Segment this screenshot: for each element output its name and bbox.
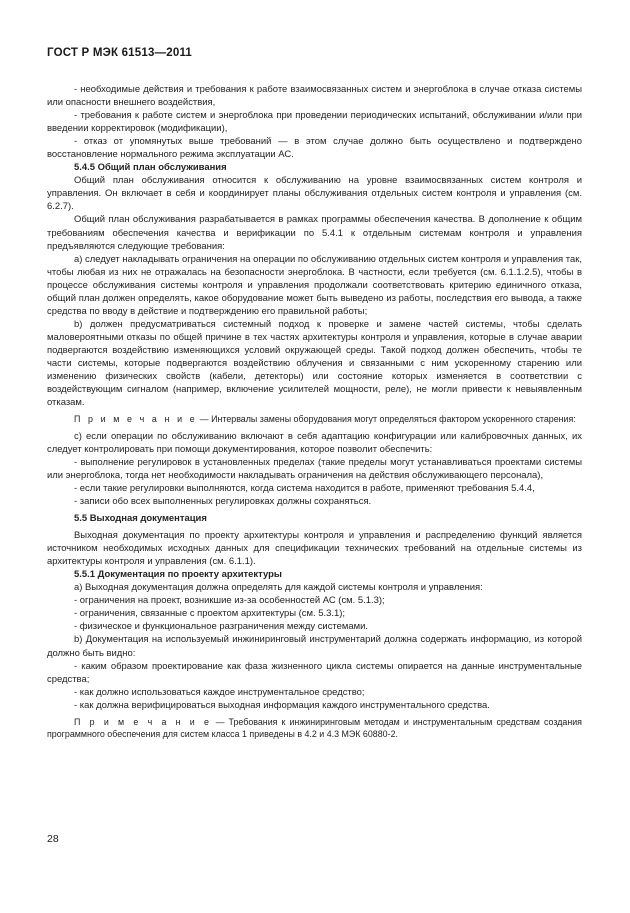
list-item: - как должна верифицироваться выходная информация каждого инструментального средства. <box>74 699 490 711</box>
page-header-title: ГОСТ Р МЭК 61513—2011 <box>47 47 193 59</box>
section-heading-5-4-5: 5.4.5 Общий план обслуживания <box>74 162 227 174</box>
note-label: П р и м е ч а н и е <box>74 716 212 727</box>
list-item-a: a) следует накладывать ограничения на операции по обслуживанию отдельных систем контроля и управления так, чтобы любая из них не отражалась на безопасности энергоблока. В частности, если требуется (см. 6.1.1.2.5), чтобы в процессе обслуживания системы контроля и управления продолжали соответствовать критерию единичного отказа, общий план должен определять, какое оборудование может быть выведено из работы, последствия его вывода, а также средства по вводу в действие и подтверждению его правильной работы; <box>47 253 582 317</box>
list-item: - записи обо всех выполненных регулировках должны сохраняться. <box>74 496 372 507</box>
note-text: — Интервалы замены оборудования могут определяться фактором ускоренного старения: <box>197 414 576 425</box>
paragraph: Общий план обслуживания относится к обслуживанию на уровне взаимосвязанных систем контроля и управления. Он включает в себя и координирует планы обслуживания отдельных систем контроля и управления (см. 6.2.7). <box>47 175 582 213</box>
note-text: — Требования к инжиниринговым методам и инструментальным средствам создания программного обеспечения для систем класса 1 приведены в 4.2 и 4.3 МЭК 60880-2. <box>47 716 582 740</box>
paragraph: Выходная документация по проекту архитектуры контроля и управления и распределению функций является источником необходимых исходных данных для спецификации технических требований на отдельные системы из архитектуры контроля и управления (см. 6.1.1). <box>47 530 582 568</box>
list-item-c: c) если операции по обслуживанию включают в себя адаптацию конфигурации или калибровочных данных, их следует контролировать при помощи документирования, которое позволит обеспечить: <box>47 430 582 455</box>
list-item: - выполнение регулировок в установленных пределах (такие пределы могут устанавливаться проектами системы или энергоблока, тогда нет необходимости накладывать ограничения на действия обслуживающего персонала), <box>47 456 582 481</box>
list-item-b: b) Документация на используемый инжиниринговый инструментарий должна содержать информацию, из которой должно быть видно: <box>47 634 582 659</box>
list-item: - ограничения на проект, возникшие из-за особенностей АС (см. 5.1.3); <box>74 595 385 607</box>
page-number: 28 <box>47 833 59 845</box>
list-item: - если такие регулировки выполняются, когда система находится в работе, применяют требования 5.4.4, <box>74 482 535 494</box>
list-item: - физическое и функциональное разграничения между системами. <box>74 621 368 633</box>
section-heading-5-5: 5.5 Выходная документация <box>74 513 207 525</box>
list-item: - требования к работе систем и энергоблока при проведении периодических испытаний, обслуживании и/или при введении корректировок (модификации), <box>47 110 582 135</box>
note <box>47 413 582 426</box>
list-item: - отказ от упомянутых выше требований — в этом случае должно быть осуществлено и подтверждено восстановление нормального режима эксплуатации АС. <box>47 136 582 161</box>
list-item-a: a) Выходная документация должна определять для каждой системы контроля и управления: <box>74 582 483 594</box>
list-item-b: b) должен предусматриваться системный подход к проверке и замене частей системы, чтобы сделать маловероятными отказы по общей причине в тех частях архитектуры контроля и управления, которые в случае аварии подвергаются воздействию изменяющихся условий окружающей среды. Такой подход должен обеспечить, чтобы те части системы, которые подвергаются воздействию облучения и связанными с ним ускоренному старению или изменению физических свойств (кабели, детекторы) или состояние которых изменяется в соответствии с воздействующим сигналом (например, включение усилителей мощности, реле), не могли привести к невыявленным отказам. <box>47 318 582 409</box>
paragraph: Общий план обслуживания разрабатывается в рамках программы обеспечения качества. В дополнение к общим требованиям обеспечения качества и верификации по 5.4.1 к отдельным системам контроля и управления предъявляются следующие требования: <box>47 214 582 252</box>
list-item: - каким образом проектирование как фаза жизненного цикла системы опирается на данные инструментальные средства; <box>47 660 582 685</box>
note <box>47 716 582 741</box>
list-item: - ограничения, связанные с проектом архитектуры (см. 5.3.1); <box>74 608 345 620</box>
note-label: П р и м е ч а н и е <box>74 414 198 425</box>
section-heading-5-5-1: 5.5.1 Документация по проекту архитектуры <box>74 569 282 581</box>
document-body <box>47 83 582 741</box>
list-item: - как должно использоваться каждое инструментальное средство; <box>74 686 365 698</box>
list-item: - необходимые действия и требования к работе взаимосвязанных систем и энергоблока в случае отказа системы или опасности внешнего воздействия, <box>47 84 582 109</box>
